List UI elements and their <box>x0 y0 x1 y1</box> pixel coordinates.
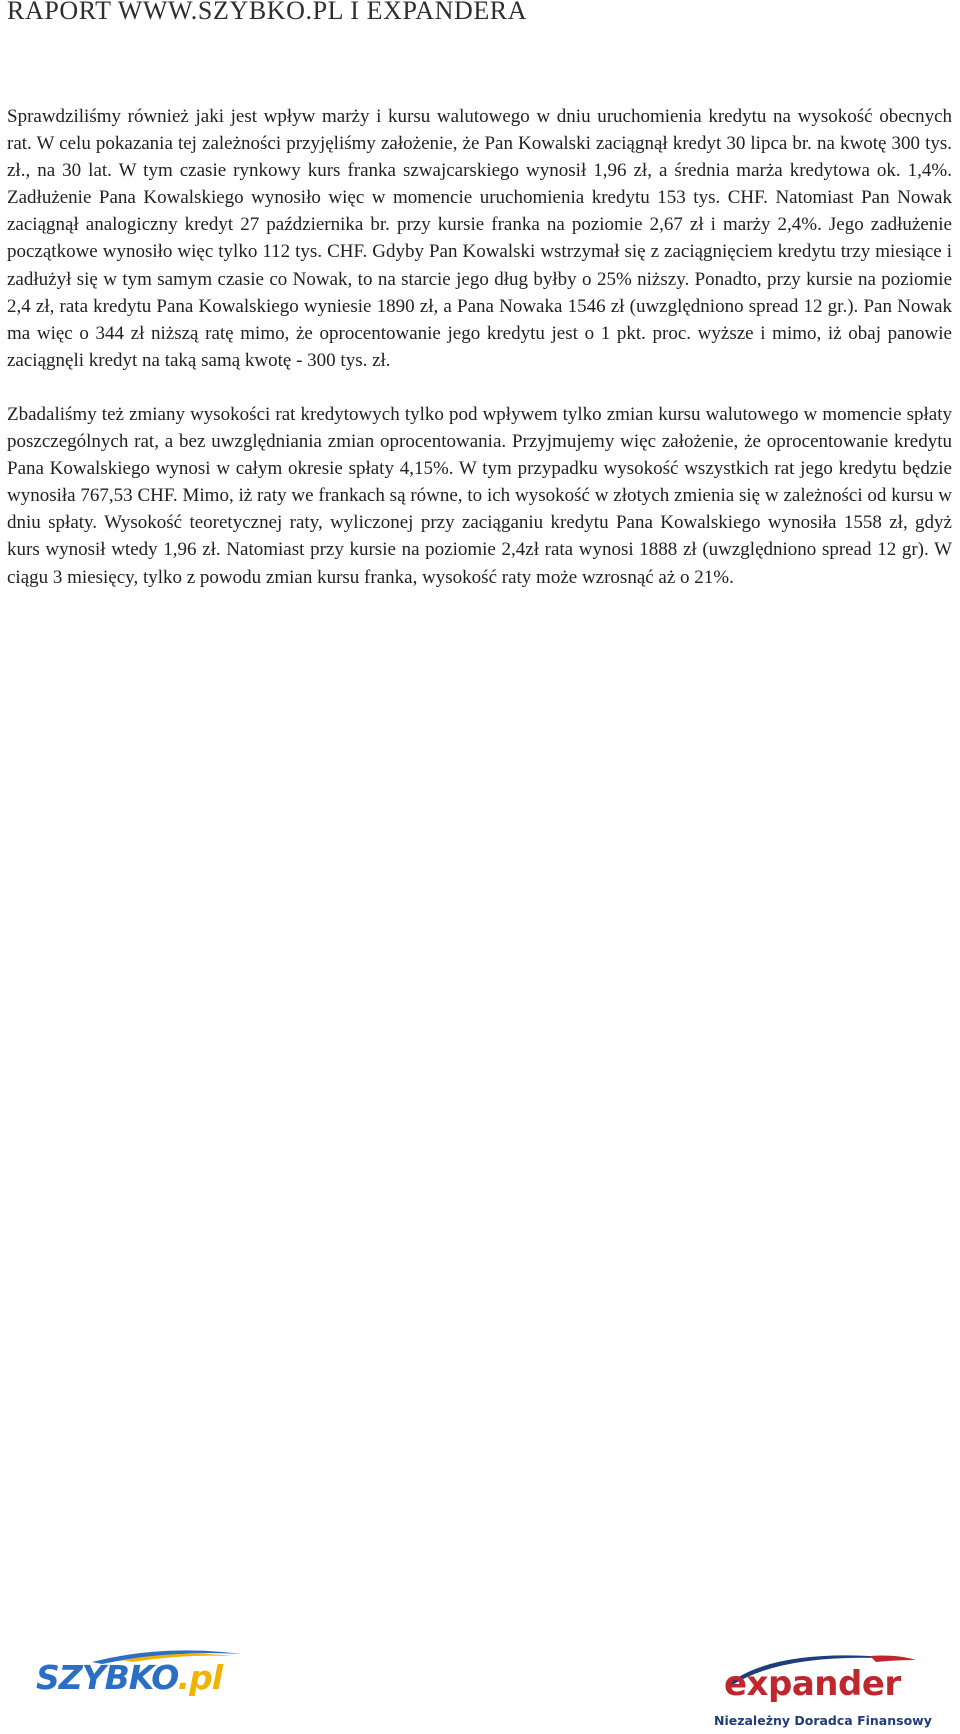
szybko-logo-text: SZYBKO.pl <box>36 1658 223 1697</box>
paragraph: Zbadaliśmy też zmiany wysokości rat kredytowych tylko pod wpływem tylko zmian kursu walutowego w momencie spłaty poszczególnych rat, a bez uwzględniania zmian oprocentowania. Przyjmujemy więc założenie, że oprocentowanie kredytu Pana Kowalskiego wynosi w całym okresie spłaty 4,15%. W tym przypadku wysokość wszystkich rat jego kredytu będzie wynosiła 767,53 CHF. Mimo, iż raty we frankach są równe, to ich wysokość w złotych zmienia się w zależności od kursu w dniu spłaty. Wysokość teoretycznej raty, wyliczonej przy zaciąganiu kredytu Pana Kowalskiego wynosiła 1558 zł, gdyż kurs wynosił wtedy 1,96 zł. Natomiast przy kursie na poziomie 2,4zł rata wynosi 1888 zł (uwzględniono spread 12 gr). W ciągu 3 miesięcy, tylko z powodu zmian kursu franka, wysokość raty może wzrosnąć aż o 21%. <box>7 403 952 588</box>
expander-logo <box>712 1650 937 1734</box>
page-header: RAPORT WWW.SZYBKO.PL I EXPANDERA <box>7 0 528 25</box>
expander-logo-text: expander <box>724 1664 901 1704</box>
szybko-logo <box>30 1648 245 1698</box>
expander-tagline: Niezależny Doradca Finansowy <box>714 1713 932 1728</box>
document-body <box>7 103 952 618</box>
paragraph: Sprawdziliśmy również jaki jest wpływ marży i kursu walutowego w dniu uruchomienia kredytu na wysokość obecnych rat. W celu pokazania tej zależności przyjęliśmy założenie, że Pan Kowalski zaciągnął kredyt 30 lipca br. na kwotę 300 tys. zł., na 30 lat. W tym czasie rynkowy kurs franka szwajcarskiego wynosił 1,96 zł, a średnia marża kredytowa ok. 1,4%. Zadłużenie Pana Kowalskiego wynosiło więc w momencie uruchomienia kredytu 153 tys. CHF. Natomiast Pan Nowak zaciągnął analogiczny kredyt 27 października br. przy kursie franka na poziomie 2,67 zł i marży 2,4%. Jego zadłużenie początkowe wynosiło więc tylko 112 tys. CHF. Gdyby Pan Kowalski wstrzymał się z zaciągnięciem kredytu trzy miesiące i zadłużył się w tym samym czasie co Nowak, to na starcie jego dług byłby o 25% niższy. Ponadto, przy kursie na poziomie 2,4 zł, rata kredytu Pana Kowalskiego wyniesie 1890 zł, a Pana Nowaka 1546 zł (uwzględniono spread 12 gr.). Pan Nowak ma więc o 344 zł niższą ratę mimo, że oprocentowanie jego kredytu jest o 1 pkt. proc. wyższe i mimo, iż obaj panowie zaciągnęli kredyt na taką samą kwotę - 300 tys. zł. <box>7 106 952 371</box>
